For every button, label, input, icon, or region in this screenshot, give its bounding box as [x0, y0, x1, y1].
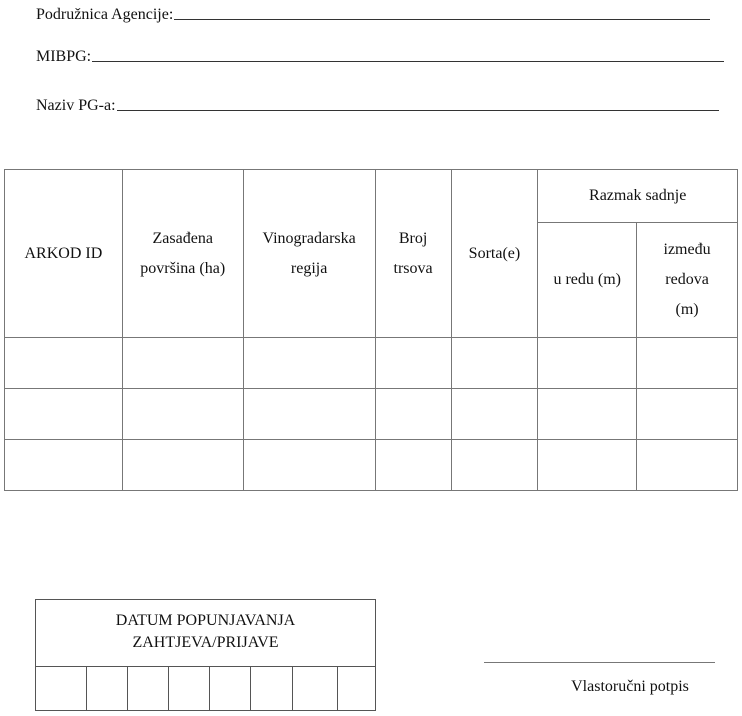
header-text: Zasađena površina (ha): [140, 229, 226, 277]
field-label: MIBPG:: [36, 48, 92, 65]
date-cell[interactable]: [169, 667, 210, 711]
table-row: [5, 338, 738, 389]
date-cell[interactable]: [293, 667, 338, 711]
header-u-redu: u redu (m): [538, 223, 637, 338]
table-cell[interactable]: [538, 338, 637, 389]
table-cell[interactable]: [243, 440, 375, 491]
table-cell[interactable]: [637, 389, 738, 440]
date-cell[interactable]: [128, 667, 169, 711]
vineyard-table: [4, 169, 738, 491]
table-cell[interactable]: [375, 389, 451, 440]
table-cell[interactable]: [5, 440, 123, 491]
date-title-line2: ZAHTJEVA/PRIJAVE: [132, 634, 279, 651]
field-label: Podružnica Agencije:: [36, 6, 174, 23]
signature-line[interactable]: [484, 662, 715, 663]
date-cell[interactable]: [210, 667, 251, 711]
table-row: [5, 389, 738, 440]
table-cell[interactable]: [5, 338, 123, 389]
header-razmak-sadnje: Razmak sadnje: [538, 170, 738, 223]
field-podruznica[interactable]: [36, 6, 710, 24]
header-arkod-id: ARKOD ID: [5, 170, 123, 338]
header-izmedu-redova: [637, 223, 738, 338]
header-text: između redova (m): [663, 241, 711, 318]
table-cell[interactable]: [122, 440, 243, 491]
header-broj-trsova: [375, 170, 451, 338]
date-box: [35, 599, 376, 711]
table-cell[interactable]: [538, 389, 637, 440]
table-cell[interactable]: [5, 389, 123, 440]
fill-line[interactable]: [174, 18, 710, 20]
header-sorta: Sorta(e): [451, 170, 538, 338]
header-text: Vinogradarska regija: [262, 229, 356, 277]
date-cells: [36, 667, 375, 711]
table-cell[interactable]: [451, 440, 538, 491]
field-mibpg[interactable]: [36, 48, 724, 66]
table-cell[interactable]: [375, 338, 451, 389]
header-vinogradarska-regija: [243, 170, 375, 338]
table-cell[interactable]: [375, 440, 451, 491]
header-zasadena-povrsina: [122, 170, 243, 338]
date-box-title: [36, 600, 375, 667]
table-row: [5, 440, 738, 491]
date-cell[interactable]: [338, 667, 375, 711]
table-cell[interactable]: [451, 338, 538, 389]
table-cell[interactable]: [637, 440, 738, 491]
fill-line[interactable]: [117, 109, 719, 111]
fill-line[interactable]: [92, 60, 724, 62]
header-text: Broj trsova: [393, 229, 433, 277]
date-title-line1: DATUM POPUNJAVANJA: [115, 612, 296, 629]
table-cell[interactable]: [122, 389, 243, 440]
field-naziv-pg[interactable]: [36, 97, 719, 115]
table-cell[interactable]: [243, 389, 375, 440]
field-label: Naziv PG-a:: [36, 97, 116, 114]
date-cell[interactable]: [87, 667, 128, 711]
date-cell[interactable]: [251, 667, 293, 711]
table-cell[interactable]: [243, 338, 375, 389]
table-cell[interactable]: [538, 440, 637, 491]
date-cell[interactable]: [36, 667, 87, 711]
signature-label: Vlastoručni potpis: [571, 678, 689, 695]
table-cell[interactable]: [451, 389, 538, 440]
table-cell[interactable]: [122, 338, 243, 389]
table-cell[interactable]: [637, 338, 738, 389]
